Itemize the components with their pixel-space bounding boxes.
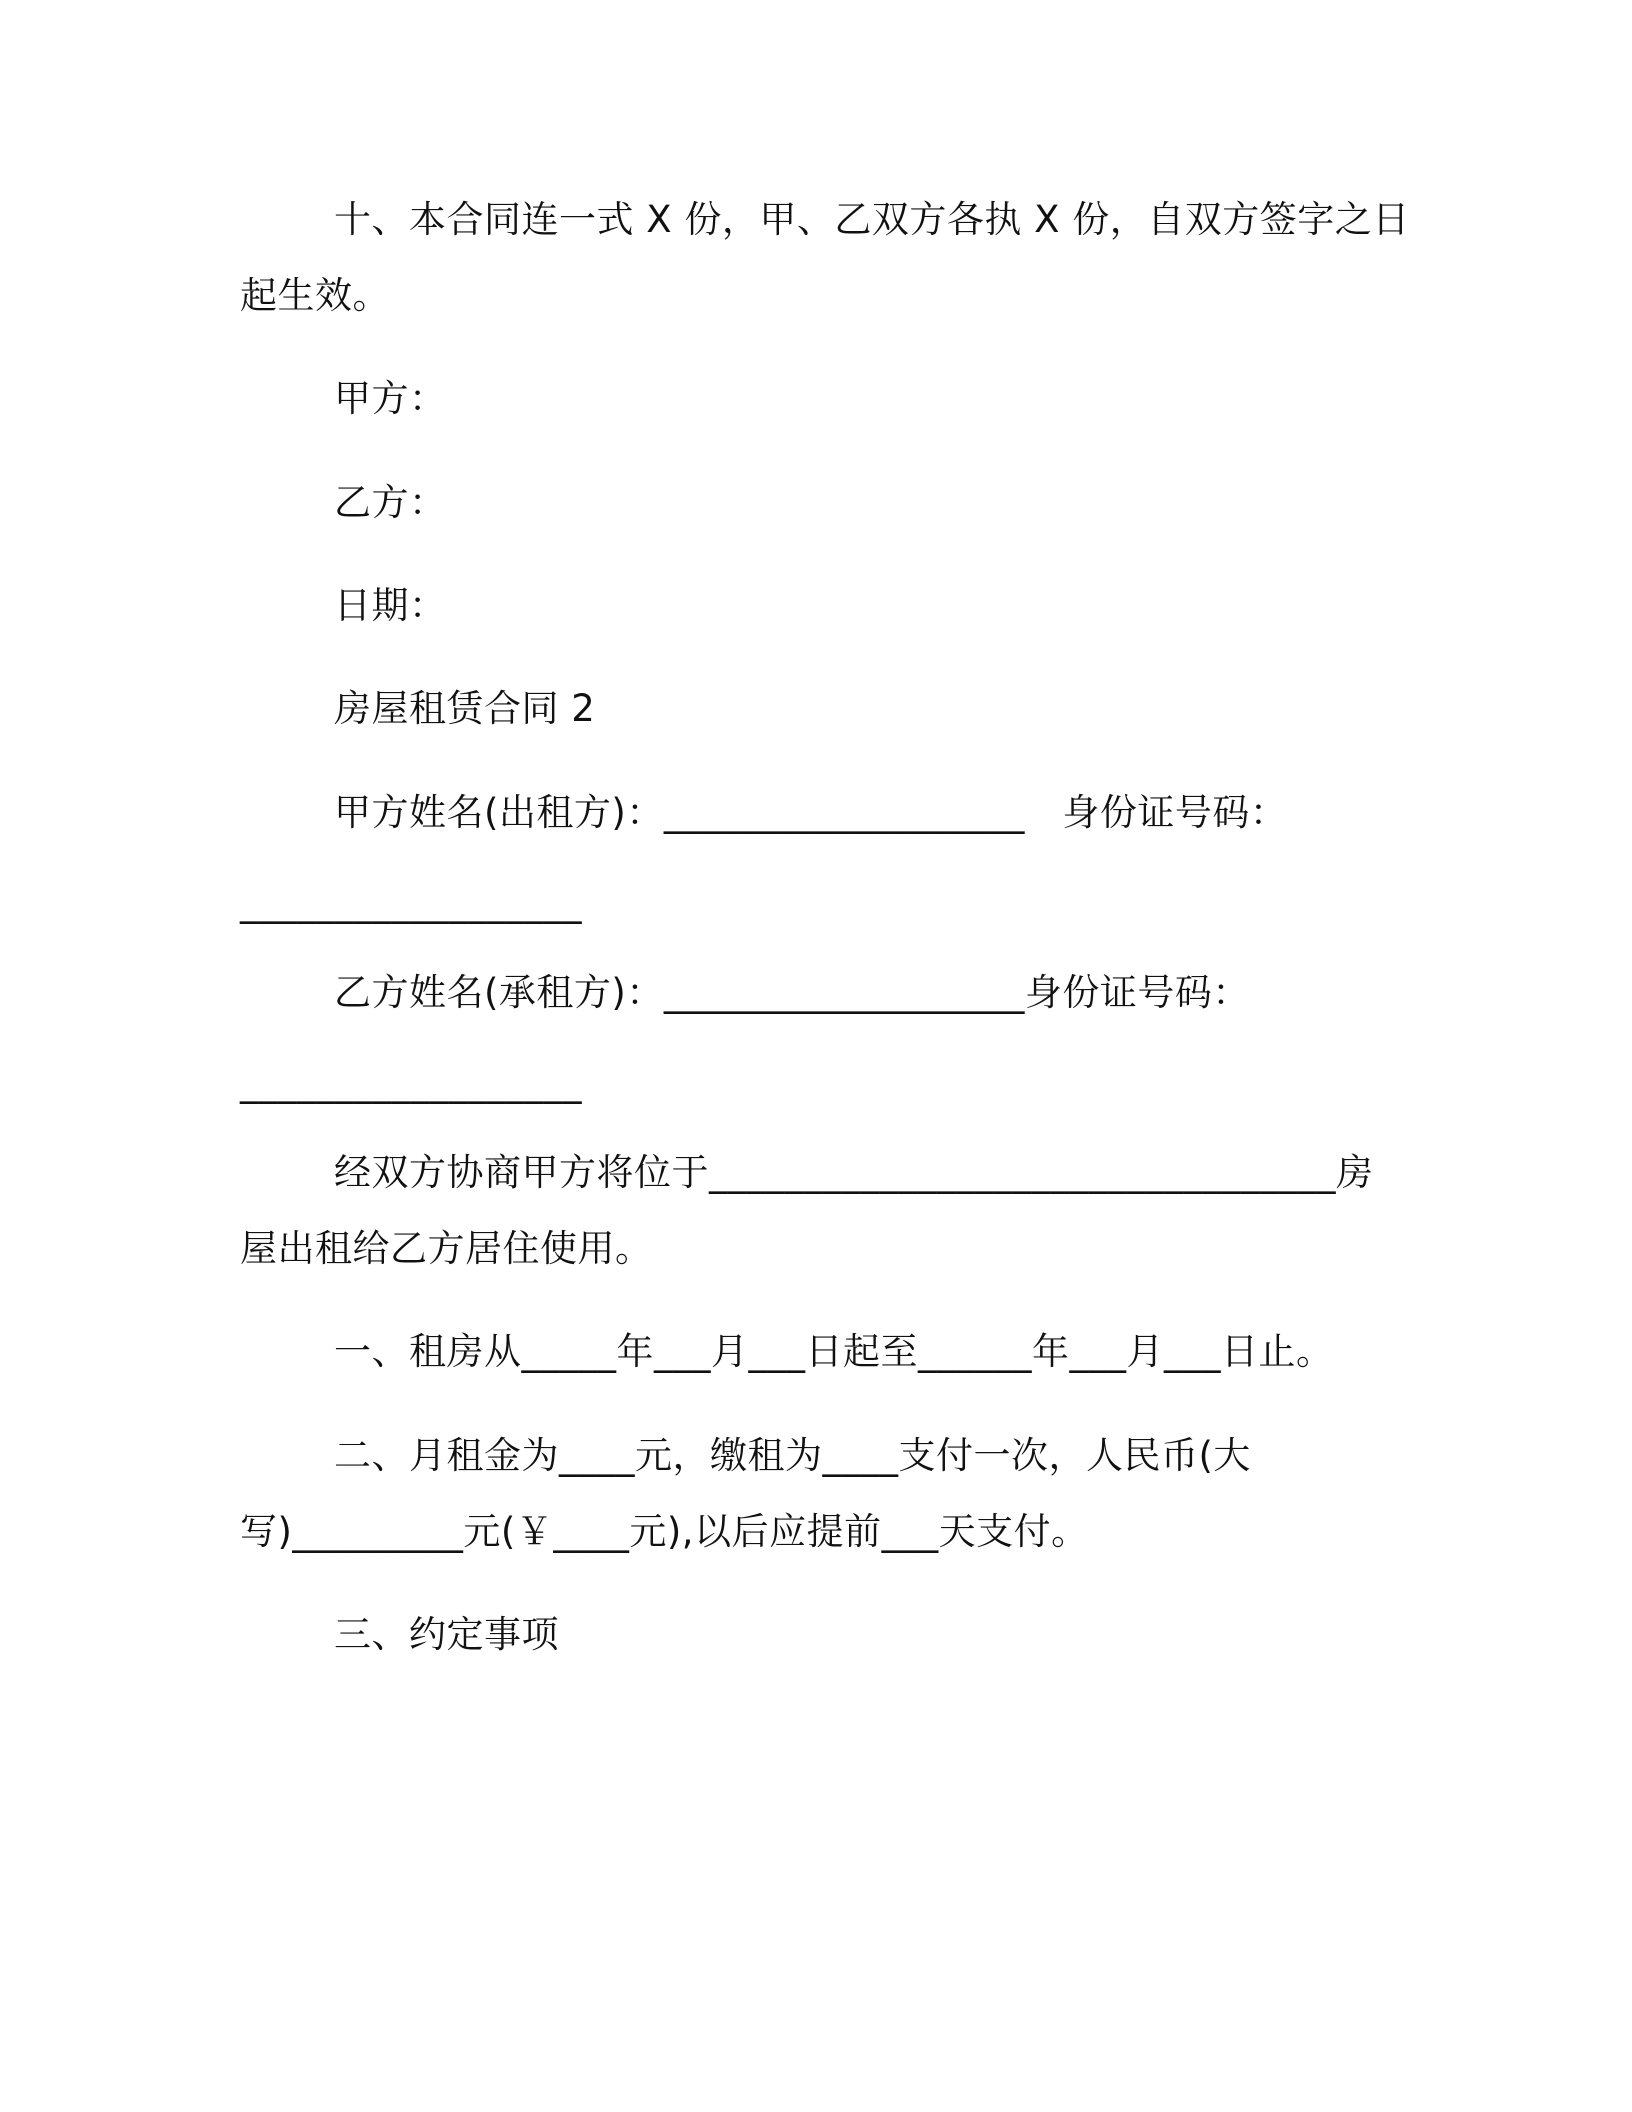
clause-two-rent-line-2: 写)_________元(￥____元),以后应提前___天支付。 — [240, 1510, 1089, 1553]
clause-three-heading: 三、约定事项 — [334, 1613, 559, 1656]
date-label: 日期： — [334, 584, 447, 627]
clause-ten-line-2: 起生效。 — [240, 274, 390, 317]
lessor-id-blank: __________________ — [240, 881, 582, 924]
clause-ten-line-1: 十、本合同连一式 X 份，甲、乙双方各执 X 份，自双方签字之日 — [334, 198, 1410, 241]
party-a-signature-label: 甲方： — [334, 377, 447, 420]
premises-line-1: 经双方协商甲方将位于_________________________________房 — [334, 1151, 1374, 1194]
lessee-name-id-line: 乙方姓名(承租方)：___________________身份证号码： — [334, 971, 1250, 1014]
clause-one-term: 一、租房从_____年___月___日起至______年___月___日止。 — [334, 1330, 1334, 1373]
lessor-name-id-line: 甲方姓名(出租方)：___________________ 身份证号码： — [334, 791, 1288, 834]
clause-two-rent-line-1: 二、月租金为____元，缴租为____支付一次，人民币(大 — [334, 1434, 1251, 1477]
premises-line-2: 屋出租给乙方居住使用。 — [240, 1227, 653, 1270]
party-b-signature-label: 乙方： — [334, 481, 447, 524]
lessee-id-blank: __________________ — [240, 1061, 582, 1104]
contract-title: 房屋租赁合同 2 — [334, 687, 596, 730]
